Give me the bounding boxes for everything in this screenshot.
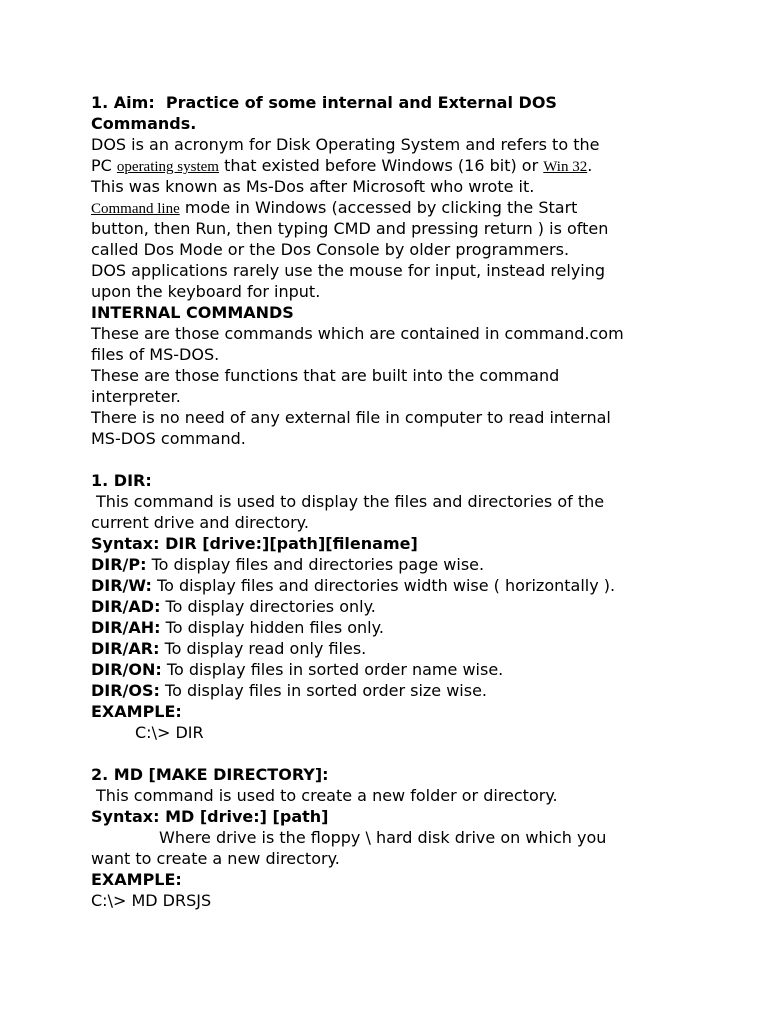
dir-option-on: DIR/ON: To display files in sorted order name wise.: [91, 660, 504, 679]
internal-line-6: MS-DOS command.: [91, 429, 246, 448]
md-desc: This command is used to create a new folder or directory.: [96, 786, 558, 805]
md-syntax: Syntax: MD [drive:] [path]: [91, 807, 329, 826]
dir-desc-line-1: This command is used to display the files and directories of the: [96, 492, 605, 511]
dir-option-w: DIR/W: To display files and directories width wise ( horizontally ).: [91, 576, 616, 595]
dir-option-os: DIR/OS: To display files in sorted order size wise.: [91, 681, 488, 700]
internal-line-4: interpreter.: [91, 387, 181, 406]
aim-line-1: 1. Aim: Practice of some internal and External DOS: [91, 93, 557, 112]
document-page: [91, 92, 751, 911]
intro-line-4: Command line mode in Windows (accessed by clicking the Start: [91, 198, 578, 217]
dir-heading: 1. DIR:: [91, 471, 152, 490]
dir-option-ah: DIR/AH: To display hidden files only.: [91, 618, 384, 637]
dir-option-ad: DIR/AD: To display directories only.: [91, 597, 376, 616]
md-heading: 2. MD [MAKE DIRECTORY]:: [91, 765, 329, 784]
command-line-link[interactable]: Command line: [91, 201, 180, 217]
internal-line-3: These are those functions that are built into the command: [91, 366, 560, 385]
dir-syntax: Syntax: DIR [drive:][path][filename]: [91, 534, 418, 553]
md-where-line-1: Where drive is the floppy \ hard disk drive on which you: [159, 828, 607, 847]
intro-line-8: upon the keyboard for input.: [91, 282, 321, 301]
internal-line-1: These are those commands which are contained in command.com: [91, 324, 624, 343]
dir-example: C:\> DIR: [135, 723, 204, 742]
intro-line-5: button, then Run, then typing CMD and pressing return ) is often: [91, 219, 609, 238]
dir-desc-line-2: current drive and directory.: [91, 513, 309, 532]
intro-line-3: This was known as Ms-Dos after Microsoft who wrote it.: [91, 177, 535, 196]
intro-line-2: PC operating system that existed before Windows (16 bit) or Win 32.: [91, 156, 593, 175]
win32-link[interactable]: Win 32: [543, 159, 588, 175]
internal-line-5: There is no need of any external file in computer to read internal: [91, 408, 611, 427]
dir-example-label: EXAMPLE:: [91, 702, 182, 721]
internal-commands-heading: INTERNAL COMMANDS: [91, 303, 294, 322]
intro-line-6: called Dos Mode or the Dos Console by older programmers.: [91, 240, 570, 259]
blank-line: [91, 743, 751, 764]
dir-option-p: DIR/P: To display files and directories page wise.: [91, 555, 485, 574]
aim-line-2: Commands.: [91, 114, 197, 133]
intro-line-1: DOS is an acronym for Disk Operating System and refers to the: [91, 135, 600, 154]
operating-system-link[interactable]: operating system: [116, 159, 219, 175]
internal-line-2: files of MS-DOS.: [91, 345, 220, 364]
blank-line: [91, 449, 751, 470]
md-example: C:\> MD DRSJS: [91, 891, 212, 910]
md-example-label: EXAMPLE:: [91, 870, 182, 889]
dir-option-ar: DIR/AR: To display read only files.: [91, 639, 367, 658]
md-where-line-2: want to create a new directory.: [91, 849, 340, 868]
intro-line-7: DOS applications rarely use the mouse for input, instead relying: [91, 261, 606, 280]
